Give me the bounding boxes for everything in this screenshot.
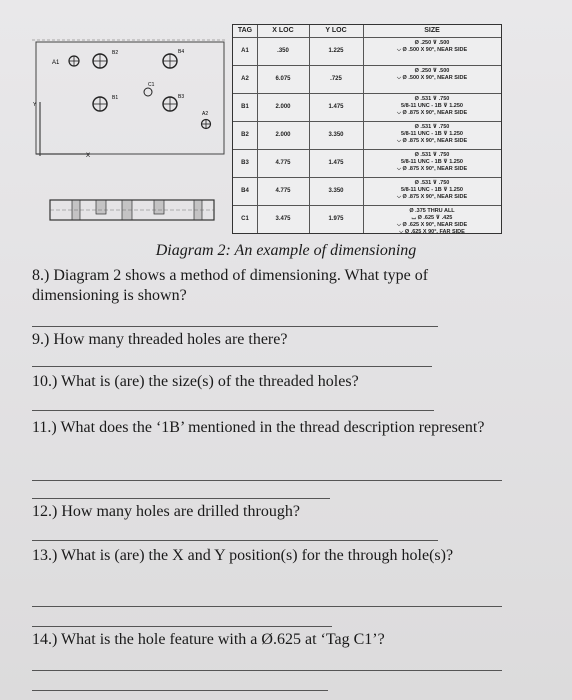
section-view	[50, 200, 214, 220]
table-row	[233, 65, 501, 94]
size-cell	[363, 208, 501, 236]
label-a2: A2	[202, 111, 209, 117]
size-line: ⌴ Ø .625 ⊽ .425	[411, 215, 453, 221]
tag-cell: B3	[241, 160, 249, 166]
x-loc-cell: 3.475	[275, 216, 291, 222]
label-b1: B1	[112, 95, 119, 101]
label-x-axis: X	[86, 153, 91, 159]
header-x-loc: X LOC	[272, 27, 294, 34]
size-cell	[363, 152, 501, 173]
y-loc-cell: .725	[330, 76, 342, 82]
y-loc-cell: 1.225	[328, 48, 344, 54]
tag-cell: B4	[241, 188, 249, 194]
question-11: 11.) What does the ‘1B’ mentioned in the thread description represent?	[32, 419, 485, 436]
size-line: ⌵ Ø .875 X 90°, NEAR SIDE	[396, 194, 468, 200]
size-cell	[363, 68, 501, 82]
answer-line-13a[interactable]	[32, 606, 502, 607]
label-c1: C1	[148, 82, 155, 88]
hole-table	[232, 24, 502, 234]
hole-b2	[93, 54, 107, 68]
size-line: ⌵ Ø .875 X 90°, NEAR SIDE	[396, 110, 468, 116]
size-line: 5/8-11 UNC - 1B ⊽ 1.250	[401, 159, 463, 165]
diagram-caption: Diagram 2: An example of dimensioning	[155, 242, 417, 259]
y-loc-cell: 3.350	[328, 132, 344, 138]
size-line: ⌵ Ø .500 X 90°, NEAR SIDE	[396, 75, 468, 81]
y-loc-cell: 1.975	[328, 216, 344, 222]
size-line: ⌵ Ø .875 X 90°, NEAR SIDE	[396, 166, 468, 172]
label-b3: B3	[178, 94, 185, 100]
size-line: Ø .531 ⊽ .750	[414, 180, 450, 186]
x-loc-cell: 4.775	[275, 160, 291, 166]
question-9: 9.) How many threaded holes are there?	[32, 331, 288, 348]
tag-cell: B2	[241, 132, 249, 138]
question-14: 14.) What is the hole feature with a Ø.625 at ‘Tag C1’?	[32, 631, 385, 648]
size-line: ⌵ Ø .500 X 90°, NEAR SIDE	[396, 47, 468, 53]
answer-line-10[interactable]	[32, 410, 434, 411]
size-cell	[363, 180, 501, 201]
answer-line-9[interactable]	[32, 366, 432, 367]
size-cell	[363, 96, 501, 117]
size-line: 5/8-11 UNC - 1B ⊽ 1.250	[401, 131, 463, 137]
tag-cell: C1	[241, 216, 249, 222]
size-line: Ø .250 ⊽ .500	[414, 68, 450, 74]
header-y-loc: Y LOC	[325, 27, 347, 34]
size-line: Ø .531 ⊽ .750	[414, 152, 450, 158]
table-row	[233, 121, 501, 150]
x-loc-cell: .350	[277, 48, 289, 54]
question-8: 8.) Diagram 2 shows a method of dimensioning. What type of dimensioning is shown?	[32, 267, 429, 304]
answer-line-12[interactable]	[32, 540, 438, 541]
table-row	[233, 149, 501, 178]
hole-b3	[163, 97, 177, 111]
x-loc-cell: 4.775	[275, 188, 291, 194]
part-drawing	[30, 24, 230, 234]
size-line: 5/8-11 UNC - 1B ⊽ 1.250	[401, 187, 463, 193]
hole-c1	[144, 88, 152, 96]
size-line: ⌵ Ø .625 X 90°, NEAR SIDE	[396, 222, 468, 228]
answer-line-13b[interactable]	[32, 626, 332, 627]
size-line: Ø .531 ⊽ .750	[414, 96, 450, 102]
header-tag: TAG	[237, 27, 253, 34]
answer-line-14b[interactable]	[32, 690, 328, 691]
size-cell	[363, 40, 501, 54]
hole-a1	[69, 56, 79, 66]
table-header-row	[233, 25, 501, 37]
label-b2: B2	[112, 50, 119, 56]
answer-line-11a[interactable]	[32, 480, 502, 481]
question-10: 10.) What is (are) the size(s) of the threaded holes?	[32, 373, 359, 390]
y-loc-cell: 3.350	[328, 188, 344, 194]
size-line: Ø .250 ⊽ .500	[414, 40, 450, 46]
tag-cell: A1	[241, 48, 249, 54]
size-line: Ø .375 THRU ALL	[409, 208, 455, 214]
table-row	[233, 37, 501, 66]
size-line: ⌵ Ø .875 X 90°, NEAR SIDE	[396, 138, 468, 144]
size-line: 5/8-11 UNC - 1B ⊽ 1.250	[401, 103, 463, 109]
table-row	[233, 93, 501, 122]
y-loc-cell: 1.475	[328, 160, 344, 166]
label-b4: B4	[178, 49, 185, 55]
y-loc-cell: 1.475	[328, 104, 344, 110]
question-13: 13.) What is (are) the X and Y position(s) for the through hole(s)?	[32, 547, 454, 564]
x-loc-cell: 2.000	[275, 132, 291, 138]
question-12: 12.) How many holes are drilled through?	[32, 503, 300, 520]
tag-cell: A2	[241, 76, 249, 82]
header-size: SIZE	[424, 27, 440, 34]
size-line: Ø .531 ⊽ .750	[414, 124, 450, 130]
label-a1: A1	[52, 60, 60, 66]
x-loc-cell: 6.075	[275, 76, 291, 82]
table-row	[233, 205, 501, 234]
size-cell	[363, 124, 501, 145]
table-row	[233, 177, 501, 206]
label-y-axis: Y	[33, 102, 37, 108]
answer-line-8[interactable]	[32, 326, 438, 327]
plate-outline	[36, 42, 224, 154]
size-line: ⌵ Ø .625 X 90°, FAR SIDE	[399, 229, 465, 235]
answer-line-14a[interactable]	[32, 670, 502, 671]
hole-a2	[202, 120, 211, 129]
x-loc-cell: 2.000	[275, 104, 291, 110]
answer-line-11b[interactable]	[32, 498, 330, 499]
hole-b1	[93, 97, 107, 111]
tag-cell: B1	[241, 104, 249, 110]
hole-b4	[163, 54, 177, 68]
